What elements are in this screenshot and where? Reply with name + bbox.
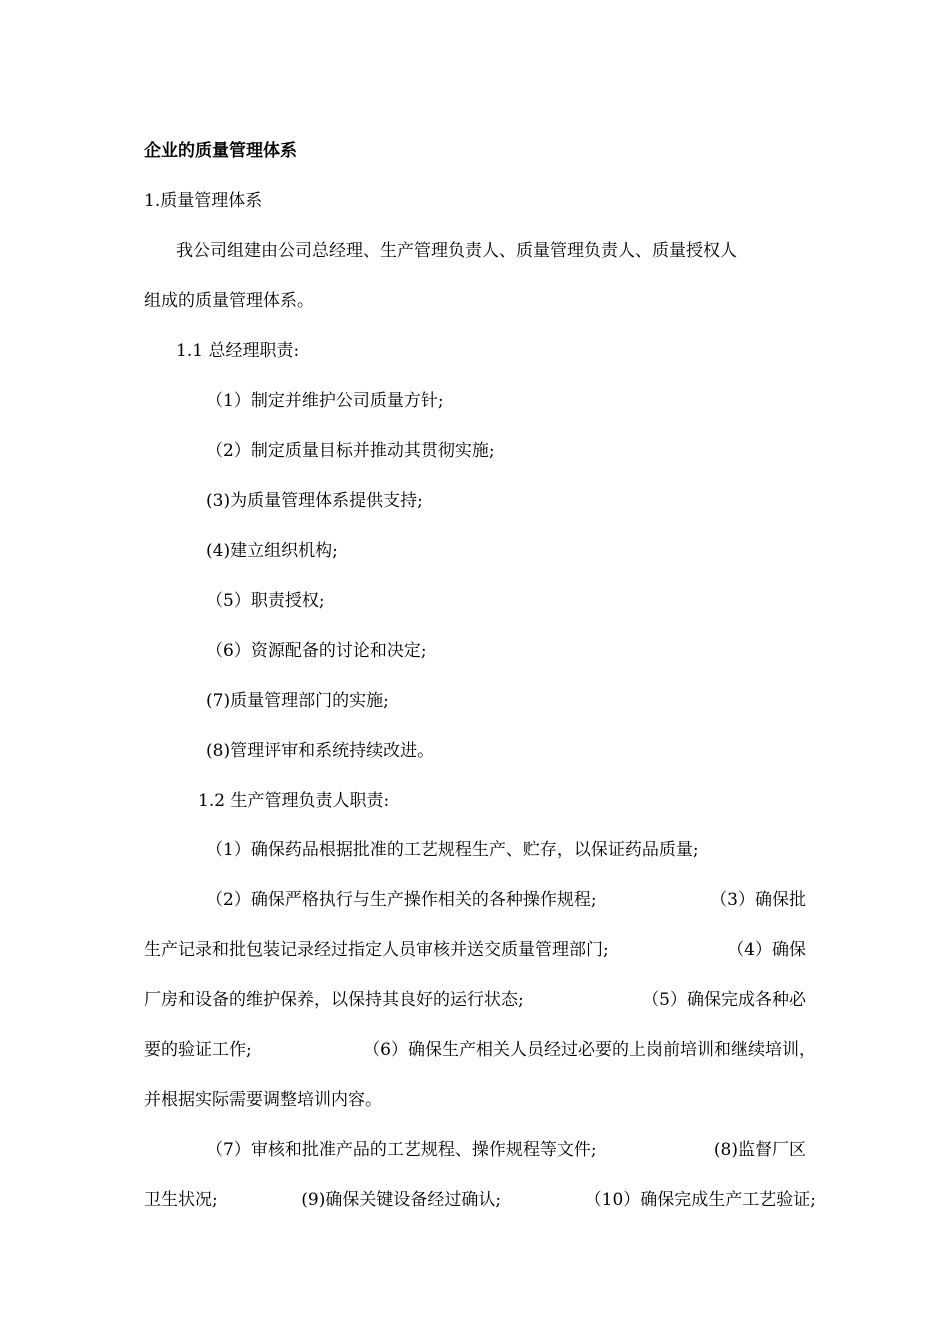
text-segment: (8)监督厂区 [713, 1140, 806, 1160]
list-item: （1）确保药品根据批准的工艺规程生产、贮存，以保证药品质量; [206, 840, 699, 860]
paragraph-line [144, 889, 806, 911]
list-item: (3)为质量管理体系提供支持; [206, 491, 423, 511]
text-segment: （5）确保完成各种必 [642, 990, 806, 1010]
section-heading-1: 1.质量管理体系 [144, 191, 263, 211]
text-segment: (9)确保关键设备经过确认; [301, 1190, 502, 1210]
text-segment: 生产记录和批包装记录经过指定人员审核并送交质量管理部门; [144, 940, 609, 960]
list-item: (4)建立组织机构; [206, 541, 338, 561]
section-heading-1-2: 1.2 生产管理负责人职责: [198, 791, 390, 811]
text-segment: （2）确保严格执行与生产操作相关的各种操作规程; [206, 890, 597, 910]
list-item: (7)质量管理部门的实施; [206, 691, 389, 711]
text-segment: 要的验证工作; [144, 1040, 252, 1060]
list-item: （6）资源配备的讨论和决定; [206, 641, 427, 661]
text-segment: （4）确保 [727, 940, 806, 960]
paragraph-line [144, 1139, 806, 1161]
text-segment: （10）确保完成生产工艺验证; [584, 1190, 816, 1210]
intro-line-2: 组成的质量管理体系。 [144, 291, 314, 311]
list-item: （2）制定质量目标并推动其贯彻实施; [206, 441, 495, 461]
text-segment: （3）确保批 [710, 890, 806, 910]
list-item: （5）职责授权; [206, 591, 325, 611]
text-segment: （7）审核和批准产品的工艺规程、操作规程等文件; [206, 1140, 597, 1160]
text-segment: （6）确保生产相关人员经过必要的上岗前培训和继续培训， [363, 1040, 816, 1060]
text-segment: 卫生状况; [144, 1190, 218, 1210]
section-heading-1-1: 1.1 总经理职责: [176, 341, 300, 361]
document-title: 企业的质量管理体系 [144, 141, 297, 161]
paragraph-line [144, 1189, 816, 1211]
paragraph-line: 并根据实际需要调整培训内容。 [144, 1090, 382, 1110]
text-segment: 厂房和设备的维护保养，以保持其良好的运行状态; [144, 990, 524, 1010]
paragraph-line [144, 939, 806, 961]
list-item: (8)管理评审和系统持续改进。 [206, 741, 435, 761]
intro-line-1: 我公司组建由公司总经理、生产管理负责人、质量管理负责人、质量授权人 [176, 241, 737, 261]
paragraph-line [144, 989, 806, 1011]
paragraph-line [144, 1039, 816, 1061]
list-item: （1）制定并维护公司质量方针; [206, 391, 444, 411]
